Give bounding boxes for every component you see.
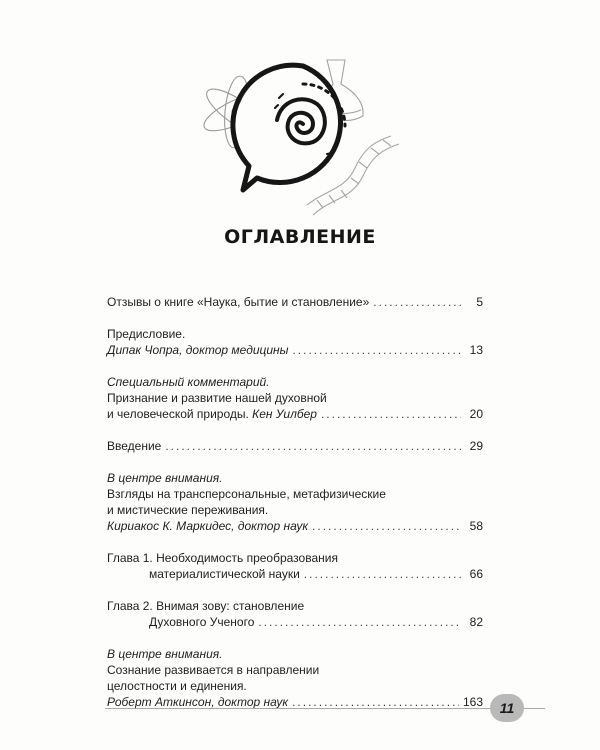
toc-entry-chapter-1[interactable]	[107, 550, 483, 582]
page-ref: 13	[469, 343, 483, 357]
entry-heading: В центре внимания.	[107, 647, 223, 661]
entry-title: Отзывы о книге «Наука, бытие и становление»	[107, 295, 370, 309]
entry-subtitle: Взгляды на трансперсональные, метафизические	[107, 487, 386, 501]
entry-subtitle: и мистические переживания.	[107, 503, 269, 517]
dot-leader	[258, 614, 461, 630]
entry-heading: Глава 2. Внимая зову: становление	[107, 599, 305, 613]
toc-entry-special-comment[interactable]	[107, 374, 483, 422]
entry-heading: Специальный комментарий.	[107, 375, 270, 389]
page-ref: 58	[469, 519, 483, 533]
toc-entry-introduction[interactable]	[107, 438, 483, 454]
entry-subtitle: Признание и развитие нашей духовной	[107, 391, 327, 405]
dot-leader	[312, 518, 461, 534]
entry-heading: В центре внимания.	[107, 471, 223, 485]
entry-heading: Глава 1. Необходимость преобразования	[107, 551, 338, 565]
entry-heading: Предисловие.	[107, 327, 186, 341]
toc-entry-foreword[interactable]	[107, 326, 483, 358]
entry-title: и человеческой природы.	[107, 407, 253, 421]
footer-divider	[105, 708, 545, 709]
entry-author: Кириакос К. Маркидес, доктор наук	[107, 519, 309, 533]
entry-title-with-author	[107, 406, 317, 422]
spiral-speech-bubble	[233, 65, 345, 190]
entry-title: Введение	[107, 439, 162, 453]
toc-entry-focus-1[interactable]	[107, 470, 483, 534]
entry-author: Роберт Аткинсон, доктор наук	[107, 695, 289, 709]
dot-leader	[292, 342, 461, 358]
entry-title: материалистической науки	[149, 567, 300, 581]
table-of-contents	[107, 294, 483, 726]
page-ref: 5	[476, 295, 483, 309]
toc-entry-focus-2[interactable]	[107, 646, 483, 710]
chapter-emblem-illustration	[195, 50, 405, 220]
entry-subtitle: целостности и единения.	[107, 679, 247, 693]
toc-heading: ОГЛАВЛЕНИЕ	[224, 226, 376, 248]
page-ref: 66	[469, 567, 483, 581]
page-ref: 29	[469, 439, 483, 453]
toc-entry-chapter-2[interactable]	[107, 598, 483, 630]
entry-subtitle: Сознание развивается в направлении	[107, 663, 320, 677]
entry-author: Дипак Чопра, доктор медицины	[107, 343, 289, 357]
dot-leader	[373, 294, 461, 310]
page-ref: 20	[469, 407, 483, 421]
dot-leader	[165, 438, 461, 454]
page-number-badge: 11	[490, 694, 524, 722]
dot-leader	[304, 566, 461, 582]
entry-author: Кен Уилбер	[252, 407, 317, 421]
dot-leader	[321, 406, 461, 422]
toc-entry-reviews[interactable]	[107, 294, 483, 310]
page-ref: 82	[469, 615, 483, 629]
entry-title: Духовного Ученого	[149, 615, 255, 629]
page-ref: 163	[462, 695, 483, 709]
